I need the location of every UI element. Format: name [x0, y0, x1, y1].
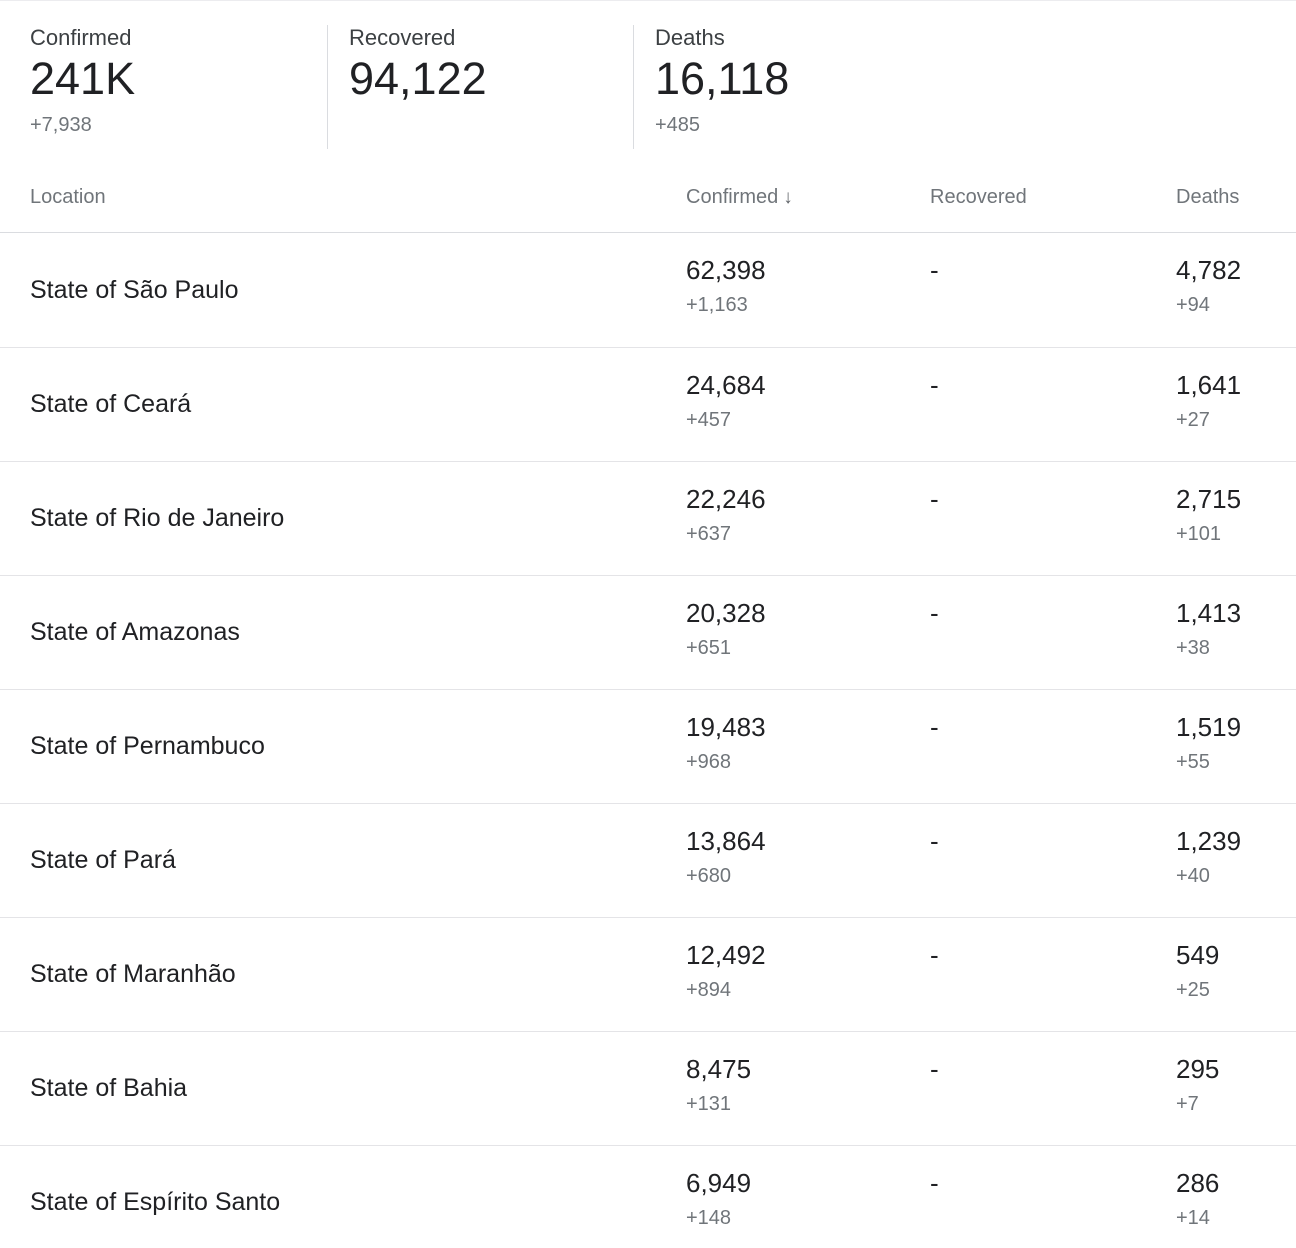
table-row[interactable] — [0, 1031, 1296, 1145]
summary-delta: +485 — [655, 114, 701, 136]
deaths-delta: +25 — [1176, 979, 1210, 1001]
deaths-delta: +55 — [1176, 751, 1210, 773]
confirmed-delta: +680 — [686, 865, 732, 887]
deaths-delta: +7 — [1176, 1093, 1199, 1115]
column-header-confirmed[interactable] — [686, 185, 930, 210]
table-row[interactable] — [0, 689, 1296, 803]
location-label: State of Rio de Janeiro — [30, 504, 285, 532]
recovered-value: - — [930, 1054, 939, 1084]
deaths-cell — [1176, 918, 1296, 1031]
confirmed-delta: +148 — [686, 1207, 732, 1229]
summary-card-confirmed — [0, 25, 327, 149]
deaths-value: 286 — [1176, 1168, 1220, 1198]
confirmed-value: 24,684 — [686, 370, 766, 400]
table-row[interactable] — [0, 917, 1296, 1031]
deaths-value: 1,519 — [1176, 712, 1242, 742]
table-row[interactable] — [0, 233, 1296, 347]
deaths-delta: +94 — [1176, 294, 1210, 316]
location-label: State of Maranhão — [30, 960, 236, 988]
summary-label: Confirmed — [30, 25, 132, 50]
location-label: State of Pará — [30, 846, 176, 874]
deaths-cell — [1176, 690, 1296, 803]
deaths-cell — [1176, 233, 1296, 347]
deaths-delta: +40 — [1176, 865, 1210, 887]
recovered-value: - — [930, 370, 939, 400]
confirmed-cell — [686, 918, 930, 1031]
recovered-cell — [930, 348, 1176, 461]
deaths-cell — [1176, 1032, 1296, 1145]
deaths-value: 2,715 — [1176, 484, 1242, 514]
confirmed-cell — [686, 1032, 930, 1145]
sort-descending-icon: ↓ — [783, 187, 793, 208]
table-row[interactable] — [0, 1145, 1296, 1248]
confirmed-value: 13,864 — [686, 826, 766, 856]
deaths-delta: +101 — [1176, 523, 1222, 545]
confirmed-value: 62,398 — [686, 255, 766, 285]
recovered-value: - — [930, 826, 939, 856]
confirmed-delta: +1,163 — [686, 294, 748, 316]
confirmed-cell — [686, 804, 930, 917]
recovered-value: - — [930, 484, 939, 514]
location-label: State of Espírito Santo — [30, 1188, 281, 1216]
summary-card-deaths — [633, 25, 1296, 149]
location-cell — [0, 1146, 686, 1248]
location-cell — [0, 690, 686, 803]
summary-label: Deaths — [655, 25, 725, 50]
confirmed-cell — [686, 233, 930, 347]
deaths-delta: +14 — [1176, 1207, 1210, 1229]
confirmed-cell — [686, 462, 930, 575]
recovered-cell — [930, 462, 1176, 575]
confirmed-delta: +457 — [686, 409, 732, 431]
deaths-delta: +38 — [1176, 637, 1210, 659]
confirmed-delta: +131 — [686, 1093, 732, 1115]
recovered-cell — [930, 918, 1176, 1031]
table-row[interactable] — [0, 803, 1296, 917]
confirmed-value: 8,475 — [686, 1054, 752, 1084]
confirmed-value: 19,483 — [686, 712, 766, 742]
location-label: State of Pernambuco — [30, 732, 265, 760]
deaths-cell — [1176, 804, 1296, 917]
summary-delta: +7,938 — [30, 114, 92, 136]
recovered-value: - — [930, 255, 939, 285]
deaths-value: 1,641 — [1176, 370, 1242, 400]
recovered-cell — [930, 1032, 1176, 1145]
summary-value: 241K — [30, 53, 136, 104]
summary-stats — [0, 1, 1296, 161]
confirmed-cell — [686, 576, 930, 689]
recovered-cell — [930, 233, 1176, 347]
deaths-cell — [1176, 576, 1296, 689]
summary-value: 16,118 — [655, 53, 790, 104]
location-cell — [0, 233, 686, 347]
table-header — [0, 161, 1296, 233]
confirmed-delta: +651 — [686, 637, 732, 659]
confirmed-cell — [686, 690, 930, 803]
confirmed-cell — [686, 1146, 930, 1248]
recovered-value: - — [930, 940, 939, 970]
recovered-cell — [930, 576, 1176, 689]
table-row[interactable] — [0, 575, 1296, 689]
location-label: State of Bahia — [30, 1074, 188, 1102]
summary-label: Recovered — [349, 25, 456, 50]
location-cell — [0, 462, 686, 575]
recovered-value: - — [930, 598, 939, 628]
location-cell — [0, 1032, 686, 1145]
column-header-location[interactable]: Location — [30, 186, 106, 208]
confirmed-delta: +968 — [686, 751, 732, 773]
table-body — [0, 233, 1296, 1248]
deaths-delta: +27 — [1176, 409, 1210, 431]
recovered-cell — [930, 1146, 1176, 1248]
column-header-confirmed-label: Confirmed — [686, 186, 779, 208]
confirmed-delta: +637 — [686, 523, 732, 545]
confirmed-value: 6,949 — [686, 1168, 752, 1198]
locations-table — [0, 161, 1296, 1248]
location-label: State of Amazonas — [30, 618, 240, 646]
confirmed-value: 12,492 — [686, 940, 766, 970]
deaths-cell — [1176, 462, 1296, 575]
recovered-value: - — [930, 712, 939, 742]
recovered-cell — [930, 804, 1176, 917]
confirmed-value: 20,328 — [686, 598, 766, 628]
recovered-value: - — [930, 1168, 939, 1198]
column-header-deaths[interactable]: Deaths — [1176, 186, 1240, 208]
location-cell — [0, 918, 686, 1031]
summary-value: 94,122 — [349, 53, 487, 104]
summary-card-recovered — [327, 25, 633, 149]
deaths-value: 4,782 — [1176, 255, 1242, 285]
location-cell — [0, 576, 686, 689]
table-row[interactable] — [0, 461, 1296, 575]
deaths-value: 1,413 — [1176, 598, 1242, 628]
location-label: State of São Paulo — [30, 275, 239, 304]
summary-delta — [349, 113, 633, 137]
confirmed-cell — [686, 348, 930, 461]
deaths-cell — [1176, 1146, 1296, 1248]
column-header-recovered[interactable]: Recovered — [930, 186, 1027, 208]
confirmed-delta: +894 — [686, 979, 732, 1001]
location-label: State of Ceará — [30, 390, 192, 418]
deaths-value: 295 — [1176, 1054, 1220, 1084]
deaths-value: 549 — [1176, 940, 1220, 970]
location-cell — [0, 804, 686, 917]
confirmed-value: 22,246 — [686, 484, 766, 514]
deaths-cell — [1176, 348, 1296, 461]
location-cell — [0, 348, 686, 461]
table-row[interactable] — [0, 347, 1296, 461]
recovered-cell — [930, 690, 1176, 803]
deaths-value: 1,239 — [1176, 826, 1242, 856]
